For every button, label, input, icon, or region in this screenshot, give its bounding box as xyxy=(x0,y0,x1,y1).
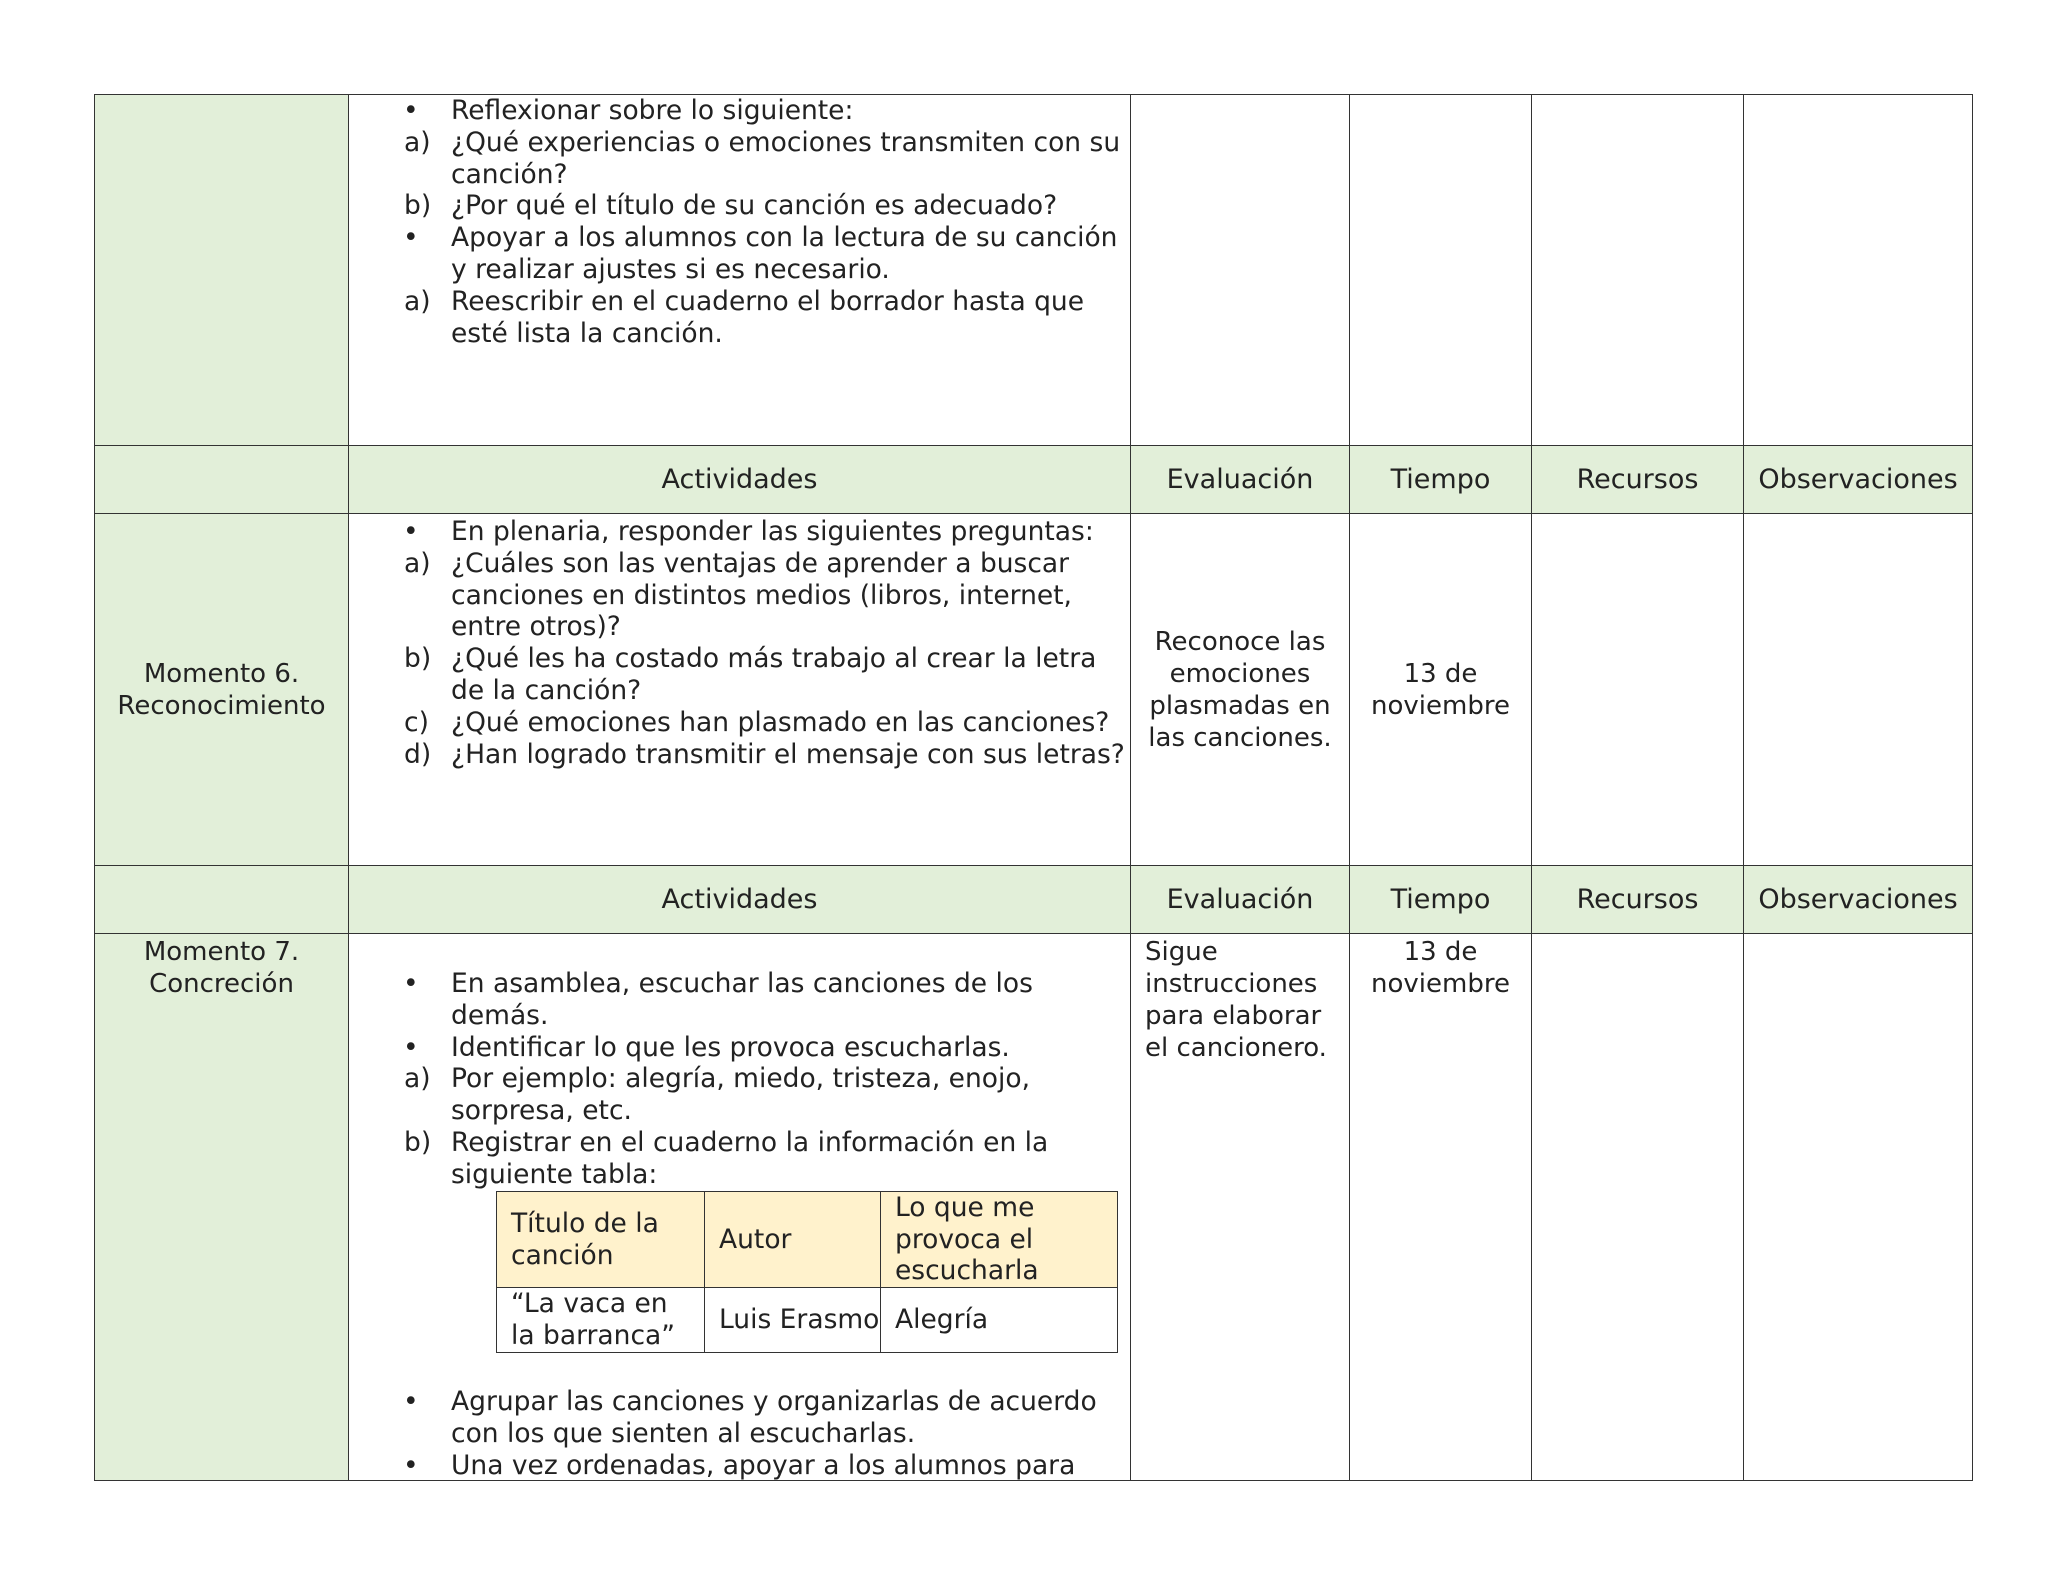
header-a-observaciones: Observaciones xyxy=(1743,445,1973,514)
row1-time-cell xyxy=(1349,94,1532,446)
momento6-title-line1: Momento 6. xyxy=(143,658,300,689)
header-a-recursos: Recursos xyxy=(1531,445,1744,514)
row1-evaluation-cell xyxy=(1130,94,1350,446)
list-item: • Agrupar las canciones y organizarlas de acuerdo con los que sienten al escucharlas. xyxy=(349,1386,1129,1450)
momento6-activities-cell xyxy=(348,513,1131,866)
header-b-evaluacion: Evaluación xyxy=(1130,865,1350,934)
sub-item: a) Reescribir en el cuaderno el borrador hasta que esté lista la canción. xyxy=(404,285,1085,349)
sub-item: a) ¿Qué experiencias o emociones transmiten con su canción? xyxy=(404,126,1121,190)
momento6-evaluation: Reconoce las emociones plasmadas en las canciones. xyxy=(1130,513,1350,866)
momento7-title-line1: Momento 7. xyxy=(143,937,300,967)
header-a-actividades: Actividades xyxy=(348,445,1131,514)
sub-item: b) ¿Por qué el título de su canción es adecuado? xyxy=(404,190,1058,222)
row1-activities-cell xyxy=(348,94,1131,446)
momento7-activities-list xyxy=(349,968,1129,1191)
header-b-recursos: Recursos xyxy=(1531,865,1744,934)
momento7-evaluation: Sigue instrucciones para elaborar el cancionero. xyxy=(1130,933,1350,1481)
momento6-title-line2: Reconocimiento xyxy=(117,690,326,721)
song-table-header-author: Autor xyxy=(704,1191,881,1288)
header-b-empty xyxy=(94,865,349,934)
list-item: • Reflexionar sobre lo siguiente: a) ¿Qué experiencias o emociones transmiten con su canción? b) ¿Por qué el título de su canción es adecuado? xyxy=(349,95,1129,222)
list-item: • En plenaria, responder las siguientes preguntas: a) ¿Cuáles son las ventajas de aprender a buscar canciones en distintos medios (libros, internet, entre otros)? b) ¿Qué les ha costado más trabajo al crear la letra de la canción? c) ¿Qué emociones han plasmado en las canciones? d) ¿Han logrado transmitir el mensaje con sus letras? xyxy=(349,516,1129,770)
sub-item: a) Por ejemplo: alegría, miedo, tristeza, enojo, sorpresa, etc. xyxy=(404,1063,1030,1127)
momento7-title-line2: Concreción xyxy=(149,969,294,999)
momento6-time: 13 de noviembre xyxy=(1349,513,1532,866)
header-a-tiempo: Tiempo xyxy=(1349,445,1532,514)
song-table-header-title: Título de la canción xyxy=(496,1191,705,1288)
momento7-activities-cell xyxy=(348,933,1131,1481)
row1-observations-cell xyxy=(1743,94,1973,446)
sub-item: c) ¿Qué emociones han plasmado en las canciones? xyxy=(404,706,1110,738)
momento7-time: 13 de noviembre xyxy=(1349,933,1532,1481)
list-item: • Una vez ordenadas, apoyar a los alumnos para xyxy=(349,1450,1129,1481)
song-table-cell-title: “La vaca en la barranca” xyxy=(496,1287,705,1353)
sub-list xyxy=(404,1063,1129,1190)
song-table-cell-feeling: Alegría xyxy=(880,1287,1118,1353)
momento6-activities-list xyxy=(349,516,1129,770)
momento6-label xyxy=(94,513,349,866)
header-b-observaciones: Observaciones xyxy=(1743,865,1973,934)
header-a-empty xyxy=(94,445,349,514)
momento7-label xyxy=(94,933,349,1481)
row1-activities-list xyxy=(349,95,1129,349)
row1-label-cell xyxy=(94,94,349,446)
song-table-cell-author: Luis Erasmo xyxy=(704,1287,881,1353)
header-b-tiempo: Tiempo xyxy=(1349,865,1532,934)
header-b-actividades: Actividades xyxy=(348,865,1131,934)
sub-list xyxy=(404,548,1129,771)
momento7-observations xyxy=(1743,933,1973,1481)
row1-resources-cell xyxy=(1531,94,1744,446)
list-item: • En asamblea, escuchar las canciones de los demás. xyxy=(349,968,1129,1032)
momento6-resources xyxy=(1531,513,1744,866)
sub-item: d) ¿Han logrado transmitir el mensaje con sus letras? xyxy=(404,738,1125,770)
sub-list xyxy=(404,286,1129,350)
momento7-activities-list-after xyxy=(349,1386,1129,1481)
sub-item: b) ¿Qué les ha costado más trabajo al crear la letra de la canción? xyxy=(404,643,1097,706)
sub-item: a) ¿Cuáles son las ventajas de aprender a buscar canciones en distintos medios (libros, internet, entre otros)? xyxy=(404,547,1072,643)
sub-list xyxy=(404,127,1129,222)
song-table-header-feeling: Lo que me provoca el escucharla xyxy=(880,1191,1118,1288)
list-item: • Apoyar a los alumnos con la lectura de su canción y realizar ajustes si es necesario. a) Reescribir en el cuaderno el borrador hasta que esté lista la canción. xyxy=(349,222,1129,349)
momento6-observations xyxy=(1743,513,1973,866)
list-item: • Identificar lo que les provoca escucharlas. a) Por ejemplo: alegría, miedo, tristeza, enojo, sorpresa, etc. b) Registrar en el cuaderno la información en la siguiente tabla: xyxy=(349,1032,1129,1191)
header-a-evaluacion: Evaluación xyxy=(1130,445,1350,514)
momento7-resources xyxy=(1531,933,1744,1481)
sub-item: b) Registrar en el cuaderno la información en la siguiente tabla: xyxy=(404,1126,1049,1190)
